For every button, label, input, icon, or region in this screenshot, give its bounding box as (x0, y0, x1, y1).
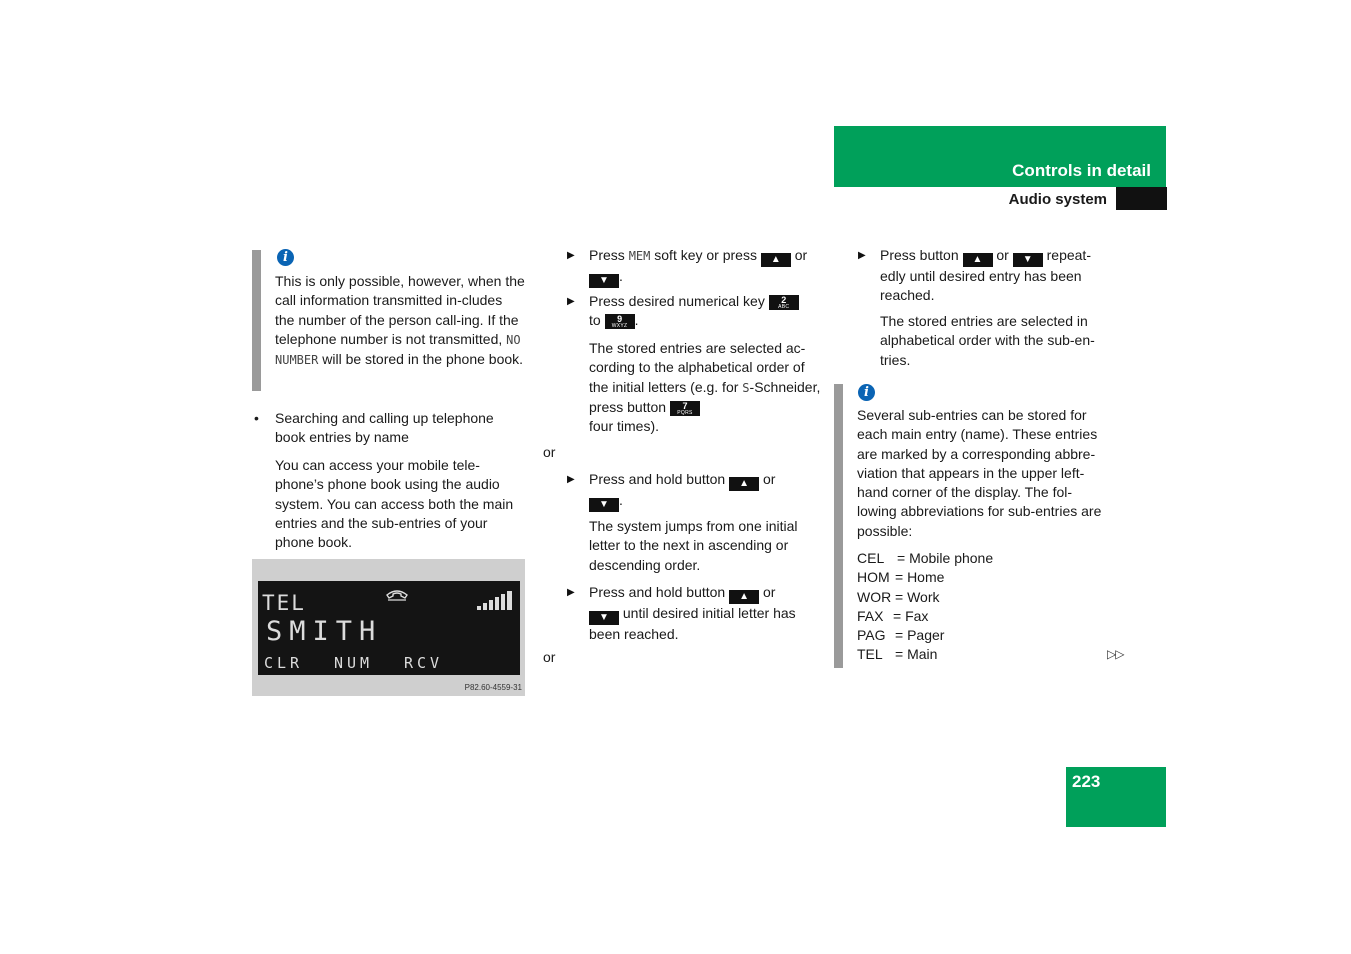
abbr-meaning: = Pager (895, 627, 945, 644)
or-separator: or (543, 649, 556, 665)
info-icon: i (858, 384, 875, 401)
abbr-row (857, 568, 1057, 587)
key-letters: PQRS (677, 409, 693, 416)
step-text: or (996, 247, 1009, 263)
phone-icon (384, 586, 410, 602)
step-text: Press (589, 247, 625, 263)
note-text: -Schneider, press button (589, 378, 821, 415)
lcd-screen (258, 581, 520, 675)
step-press-mem: ▶ Press MEM soft key or press ▲ or ▼ . (567, 247, 808, 286)
abbr-code: PAG (857, 627, 886, 644)
step-text: or (763, 584, 776, 600)
step-numeric-key: ▶ Press desired numerical key 2 ABC to 9 WXYZ . (589, 292, 817, 331)
lcd-line-1: TEL (262, 591, 306, 615)
abbreviation-list (857, 549, 1057, 665)
step-text: soft key or press (654, 247, 757, 263)
key-digit: 2 (781, 295, 787, 305)
abbr-code: CEL (857, 550, 885, 566)
key-digit: 7 (682, 400, 688, 411)
step-arrow-icon: ▶ (858, 250, 866, 261)
display-text: NO NUMBER (275, 332, 521, 368)
abbr-code: FAX (857, 607, 884, 624)
abbr-row (857, 607, 1057, 626)
step-text: Press and hold button (589, 584, 726, 600)
abbr-row (857, 626, 1057, 645)
abbr-meaning: = Work (895, 588, 940, 605)
signal-strength-icon (476, 589, 516, 611)
step-text: to (589, 312, 601, 329)
step-arrow-icon: ▶ (567, 296, 575, 307)
up-arrow-key-icon: ▲ (729, 477, 759, 491)
bullet-dot: • (254, 410, 259, 426)
up-arrow-key-icon: ▲ (761, 253, 791, 267)
bullet-title: Searching and calling up telephone book entries by name (275, 410, 494, 446)
section-title-text: Audio system (1008, 191, 1107, 208)
info-bar (834, 384, 843, 668)
step-text: Press and hold button (589, 471, 726, 487)
step-text: Press desired numerical key (589, 293, 765, 309)
abbr-row (857, 549, 1057, 568)
chapter-title: Controls in detail (1012, 161, 1151, 180)
step-arrow-icon: ▶ (567, 587, 575, 598)
key-letters: ABC (778, 304, 790, 310)
info-note-1 (275, 272, 525, 370)
softkey-num: NUM (334, 654, 374, 672)
key-digit: 9 (617, 314, 623, 325)
abbr-code: WOR (857, 588, 892, 605)
page-number: 223 (1072, 772, 1101, 791)
abbr-meaning: = Mobile phone (897, 550, 994, 566)
key-9-icon (605, 314, 635, 329)
abbr-row (857, 645, 1057, 664)
key-letters: WXYZ (611, 323, 628, 330)
bullet-body: You can access your mobile tele-phone’s phone book using the audio system. You can access both the main entries and the sub-entries of your phone book. (275, 457, 514, 551)
up-arrow-key-icon: ▲ (729, 590, 759, 604)
down-arrow-key-icon: ▼ (589, 274, 619, 288)
step-arrow-icon: ▶ (567, 250, 575, 261)
step-press-hold: ▶ Press and hold button ▲ or ▼ . (567, 471, 776, 510)
note-text: four times). (589, 418, 660, 435)
or-separator: or (543, 444, 556, 460)
down-arrow-key-icon: ▼ (589, 611, 619, 625)
step-press-hold-until (567, 583, 817, 644)
abbr-meaning: = Main (895, 646, 938, 663)
info-icon: i (277, 249, 294, 266)
abbr-code: TEL (857, 646, 883, 663)
step-note: The system jumps from one initial letter to the next in ascending or descending order. (589, 518, 798, 573)
key-2-icon (769, 295, 799, 310)
note-text: The stored entries are selected ac-cording to the alphabetical order of the initial letters (e.g. for (589, 340, 806, 395)
info-text: This is only possible, however, when the call information transmitted in-cludes the number of the person call-ing. If the telephone number is not transmitted, (275, 273, 525, 347)
down-arrow-key-icon: ▼ (1013, 253, 1043, 267)
mem-softkey-label: MEM (628, 249, 651, 263)
step-text: Press button (880, 247, 959, 263)
bullet-item (254, 409, 525, 448)
section-tab (1116, 187, 1167, 210)
step-arrow-icon: ▶ (567, 474, 575, 485)
abbr-row (857, 588, 1057, 607)
display-letter: S (742, 380, 750, 395)
step-note: The stored entries are selected in alphabetical order with the sub-en-tries. (880, 313, 1095, 368)
display-illustration (252, 559, 525, 696)
step-text: or (794, 247, 808, 263)
abbr-meaning: = Fax (893, 607, 929, 624)
section-title (834, 187, 1114, 210)
step-press-button (858, 246, 1110, 306)
page-number-box (1066, 767, 1166, 827)
down-arrow-key-icon: ▼ (589, 498, 619, 512)
continue-arrows-icon: ▷▷ (1107, 647, 1124, 661)
info-text-end: will be stored in the phone book. (322, 351, 524, 368)
abbr-meaning: = Home (895, 569, 945, 586)
abbr-code: HOM (857, 569, 890, 586)
figure-code: P82.60-4559-31 (464, 683, 522, 692)
lcd-line-2: SMITH (266, 616, 383, 647)
step-note (589, 339, 821, 436)
step-text: repeat-edly until desired entry has been reached. (880, 247, 1091, 304)
step-text: until desired initial letter has been reached. (589, 605, 796, 642)
header-box (834, 126, 1166, 187)
info-bar (252, 250, 261, 391)
info-note-2: Several sub-entries can be stored for each main entry (name). These entries are marked by a corresponding abbre-viation that appears in the upper left-hand corner of the display. The fol-lowing abbreviations for sub-entries are possible: (857, 407, 1102, 539)
softkey-clr: CLR (264, 654, 304, 672)
up-arrow-key-icon: ▲ (963, 253, 993, 267)
step-text: or (763, 471, 776, 487)
key-7-icon (670, 401, 700, 416)
softkey-rcv: RCV (404, 654, 444, 672)
